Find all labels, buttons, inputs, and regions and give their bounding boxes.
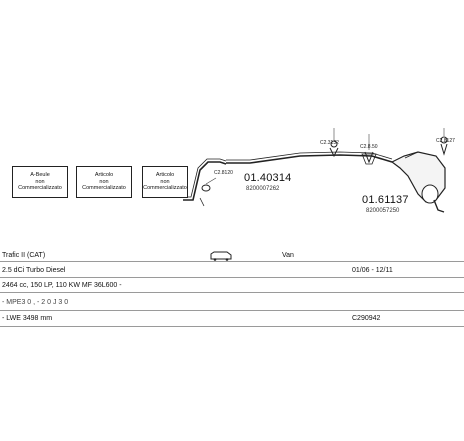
exhaust-drawing bbox=[0, 110, 464, 250]
sub-part-code-1: 8200007262 bbox=[246, 186, 280, 192]
vehicle-spec: 2464 cc, 150 LP, 110 KW MF 36L600 - bbox=[2, 282, 122, 289]
clamp-1-code: C2.8120 bbox=[214, 170, 233, 176]
clamp-4-code: C2.8127 bbox=[436, 138, 455, 144]
part-box-1 bbox=[12, 166, 68, 198]
vehicle-model: Trafic II (CAT) bbox=[2, 252, 46, 259]
part-box-3-line-1: Articolo bbox=[155, 172, 175, 179]
exhaust-system-diagram bbox=[0, 110, 464, 250]
catalog-number: C290942 bbox=[352, 315, 381, 322]
part-box-2 bbox=[76, 166, 132, 198]
main-part-code-2: 01.61137 bbox=[362, 194, 409, 206]
clamp-2-code: C2.3132 bbox=[320, 140, 339, 146]
vehicle-wheelbase: - LWE 3498 mm bbox=[2, 315, 53, 322]
front-pipe bbox=[183, 162, 226, 200]
clamp-1-shape bbox=[202, 185, 210, 191]
part-box-3-line-2: non bbox=[160, 178, 170, 185]
vehicle-body-type: Van bbox=[282, 252, 294, 259]
part-box-2-line-1: Articolo bbox=[94, 172, 114, 179]
part-box-1-line-2: non bbox=[35, 178, 45, 185]
hanger-2 bbox=[362, 152, 376, 164]
part-box-2-line-3: Commercializzato bbox=[82, 185, 126, 192]
vehicle-period: 01/06 - 12/11 bbox=[352, 267, 393, 274]
part-box-3-line-3: Commercializzato bbox=[143, 185, 187, 192]
clamp-3-code: C2.8.50 bbox=[360, 144, 378, 150]
main-part-code-1: 01.40314 bbox=[244, 172, 292, 184]
part-box-3 bbox=[142, 166, 188, 198]
vehicle-engine: 2.5 dCi Turbo Diesel bbox=[2, 267, 66, 274]
part-box-1-line-3: Commercializzato bbox=[18, 185, 62, 192]
vehicle-extra: - MPE3 0 , - 2 0 J 3 0 bbox=[2, 299, 69, 306]
part-box-1-line-1: A-Beule bbox=[30, 172, 50, 179]
part-box-2-line-2: non bbox=[99, 178, 109, 185]
sub-part-code-2: 8200057250 bbox=[366, 208, 400, 214]
